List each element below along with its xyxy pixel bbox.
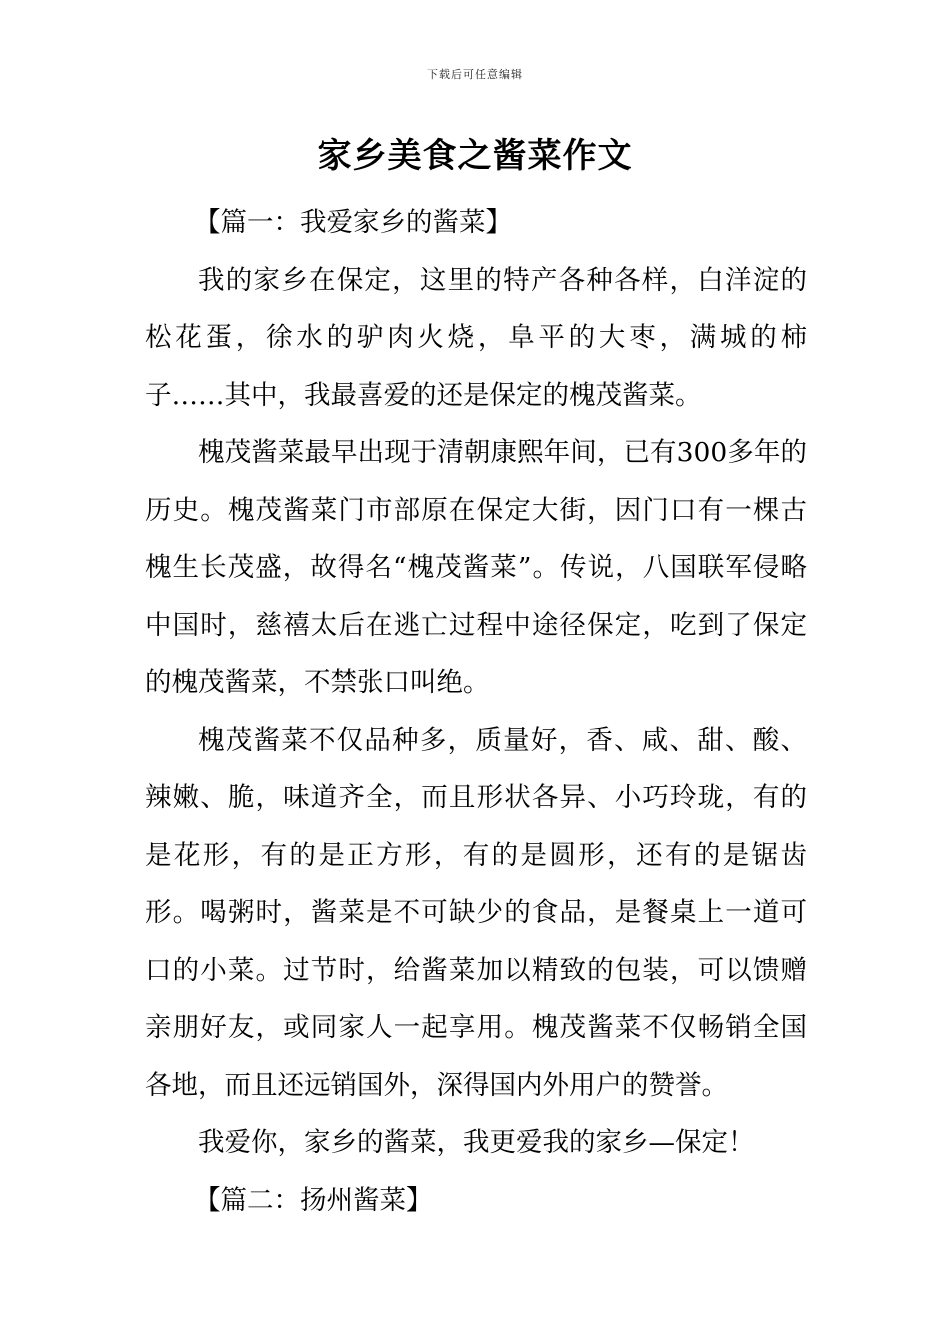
section-heading-1: 【篇一：我爱家乡的酱菜】 xyxy=(194,207,513,238)
section-heading-2: 【篇二：扬州酱菜】 xyxy=(194,1184,433,1216)
paragraph: 我爱你，家乡的酱菜，我更爱我的家乡—保定！ xyxy=(198,1127,755,1158)
document-body xyxy=(145,194,807,1229)
paragraph: 槐茂酱菜不仅品种多，质量好，香、咸、甜、酸、辣嫩、脆，味道齐全，而且形状各异、小巧玲珑，有的是花形，有的是正方形，有的是圆形，还有的是锯齿形。喝粥时，酱菜是不可缺少的食品，是餐桌上一道可口的小菜。过节时，给酱菜加以精致的包装，可以馈赠亲朋好友，或同家人一起享用。槐茂酱菜不仅畅销全国各地，而且还远销国外，深得国内外用户的赞誉。 xyxy=(145,724,807,1101)
header-note: 下载后可任意编辑 xyxy=(427,68,523,81)
document-title: 家乡美食之酱菜作文 xyxy=(317,136,633,176)
paragraph: 槐茂酱菜最早出现于清朝康熙年间，已有300多年的历史。槐茂酱菜门市部原在保定大街，因门口有一棵古槐生长茂盛，故得名“槐茂酱菜”。传说，八国联军侵略中国时，慈禧太后在逃亡过程中途径保定，吃到了保定的槐茂酱菜，不禁张口叫绝。 xyxy=(145,437,807,698)
paragraph: 我的家乡在保定，这里的特产各种各样，白洋淀的松花蛋，徐水的驴肉火烧，阜平的大枣，满城的柿子……其中，我最喜爱的还是保定的槐茂酱菜。 xyxy=(145,264,807,411)
